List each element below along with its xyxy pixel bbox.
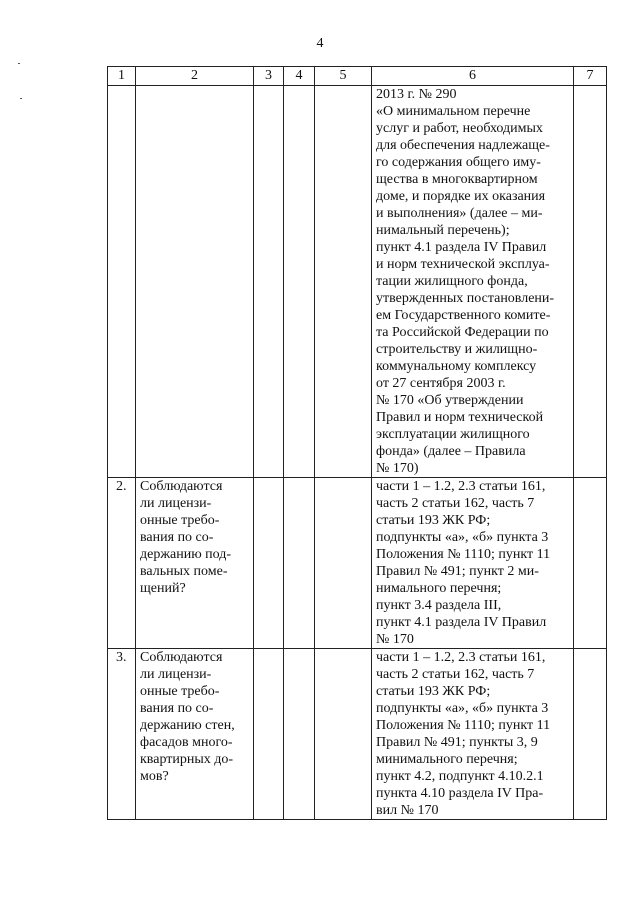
text-line: части 1 – 1.2, 2.3 статьи 161, (376, 650, 546, 665)
text-line: коммунальному комплексу (376, 359, 537, 374)
text-line: 2013 г. № 290 (376, 87, 457, 102)
text-line: № 170) (376, 461, 419, 476)
text-line: Правил и норм технической (376, 410, 544, 425)
question-cell (136, 649, 254, 820)
page-number: 4 (316, 36, 324, 51)
text-line: та Российской Федерации по (376, 325, 549, 340)
text-line: пункт 4.2, подпункт 4.10.2.1 (376, 769, 544, 784)
text-line: пункт 3.4 раздела III, (376, 598, 502, 613)
text-line: ем Государственного комите- (376, 308, 551, 323)
requirements-cell (372, 478, 574, 649)
text-line: статьи 193 ЖК РФ; (376, 513, 491, 528)
question-cell (136, 478, 254, 649)
text-line: онные требо- (140, 513, 220, 528)
text-line: утвержденных постановлени- (376, 291, 555, 306)
text-line: щества в многоквартирном (376, 172, 538, 187)
empty-cell (574, 478, 607, 649)
text-line: фасадов много- (140, 735, 233, 750)
question-cell (136, 86, 254, 478)
text-line: нимального перечня; (376, 581, 502, 596)
text-line: № 170 «Об утверждении (376, 393, 524, 408)
table-row (108, 649, 607, 820)
text-line: вания по со- (140, 701, 214, 716)
table-row (108, 86, 607, 478)
text-line: от 27 сентября 2003 г. (376, 376, 506, 391)
text-line: онные требо- (140, 684, 220, 699)
empty-cell (574, 649, 607, 820)
scan-mark (20, 98, 22, 99)
empty-cell (254, 86, 284, 478)
text-line: «О минимальном перечне (376, 104, 531, 119)
empty-cell (254, 649, 284, 820)
text-line: мов? (140, 769, 169, 784)
text-line: эксплуатации жилищного (376, 427, 530, 442)
empty-cell (574, 86, 607, 478)
text-line: вил № 170 (376, 803, 439, 818)
text-line: Положения № 1110; пункт 11 (376, 547, 551, 562)
scan-mark (18, 63, 20, 64)
text-line: Положения № 1110; пункт 11 (376, 718, 551, 733)
text-line: Правил № 491; пункт 2 ми- (376, 564, 539, 579)
text-line: часть 2 статьи 162, часть 7 (376, 667, 535, 682)
text-line: статьи 193 ЖК РФ; (376, 684, 491, 699)
text-line: щений? (140, 581, 186, 596)
text-line: минимального перечня; (376, 752, 518, 767)
text-line: Соблюдаются (140, 650, 223, 665)
empty-cell (315, 86, 372, 478)
empty-cell (315, 478, 372, 649)
requirements-table (107, 66, 607, 820)
text-line: квартирных до- (140, 752, 234, 767)
text-line: го содержания общего иму- (376, 155, 541, 170)
text-line: часть 2 статьи 162, часть 7 (376, 496, 535, 511)
text-line: подпункты «а», «б» пункта 3 (376, 701, 549, 716)
column-header: 3 (254, 67, 284, 86)
column-header: 7 (574, 67, 607, 86)
header-row (108, 67, 607, 86)
text-line: и норм технической эксплуа- (376, 257, 550, 272)
column-header: 2 (136, 67, 254, 86)
column-header: 4 (284, 67, 315, 86)
text-line: пункт 4.1 раздела IV Правил (376, 615, 547, 630)
column-header: 5 (315, 67, 372, 86)
empty-cell (284, 86, 315, 478)
text-line: пункта 4.10 раздела IV Пра- (376, 786, 544, 801)
text-line: услуг и работ, необходимых (376, 121, 543, 136)
text-line: ли лицензи- (140, 496, 212, 511)
text-line: подпункты «а», «б» пункта 3 (376, 530, 549, 545)
text-line: фонда» (далее – Правила (376, 444, 526, 459)
requirements-cell (372, 86, 574, 478)
empty-cell (315, 649, 372, 820)
text-line: Соблюдаются (140, 479, 223, 494)
text-line: части 1 – 1.2, 2.3 статьи 161, (376, 479, 546, 494)
row-number (108, 86, 136, 478)
text-line: и выполнения» (далее – ми- (376, 206, 543, 221)
empty-cell (284, 478, 315, 649)
text-line: строительству и жилищно- (376, 342, 538, 357)
text-line: вания по со- (140, 530, 214, 545)
text-line: ли лицензи- (140, 667, 212, 682)
text-line: Правил № 491; пункты 3, 9 (376, 735, 538, 750)
text-line: пункт 4.1 раздела IV Правил (376, 240, 547, 255)
text-line: нимальный перечень); (376, 223, 510, 238)
text-line: держанию под- (140, 547, 232, 562)
row-number: 3. (108, 649, 136, 820)
text-line: тации жилищного фонда, (376, 274, 528, 289)
text-line: вальных поме- (140, 564, 228, 579)
row-number: 2. (108, 478, 136, 649)
requirements-cell (372, 649, 574, 820)
column-header: 1 (108, 67, 136, 86)
text-line: доме, и порядке их оказания (376, 189, 546, 204)
empty-cell (254, 478, 284, 649)
text-line: для обеспечения надлежаще- (376, 138, 550, 153)
text-line: держанию стен, (140, 718, 235, 733)
column-header: 6 (372, 67, 574, 86)
empty-cell (284, 649, 315, 820)
text-line: № 170 (376, 632, 414, 647)
table-row (108, 478, 607, 649)
